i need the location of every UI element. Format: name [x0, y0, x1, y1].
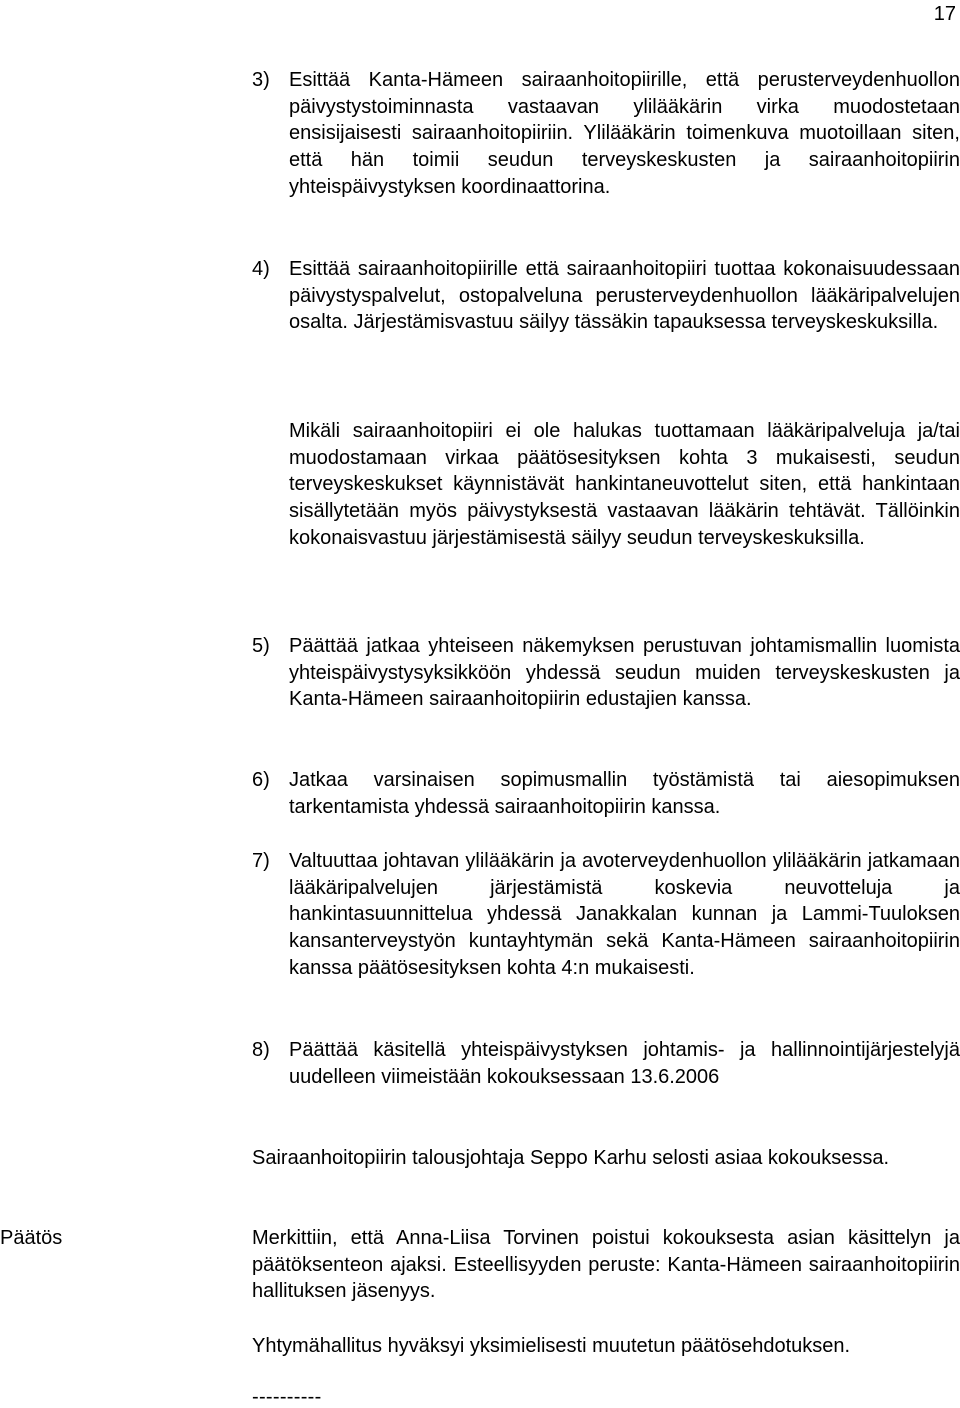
paragraph-text: Sairaanhoitopiirin talousjohtaja Seppo Karhu selosti asiaa kokouksessa. [252, 1147, 890, 1169]
proposal-item-5 [252, 633, 960, 713]
decision-label: Päätös [0, 1227, 63, 1249]
proposal-item-7 [252, 848, 960, 982]
decision-paragraph [252, 1225, 960, 1305]
presentation-paragraph [252, 1145, 960, 1172]
item-text: Päättää jatkaa yhteiseen näkemyksen perustuvan johtamismallin luomista yhteispäivystysyksikköön yhdessä seudun muiden terveyskeskusten ja Kanta-Hämeen sairaanhoitopiirin edustajien kanssa. [289, 635, 960, 711]
item-number: 6) [252, 769, 270, 791]
proposal-item-4 [252, 256, 960, 336]
item-number: 5) [252, 635, 270, 657]
item-number: 7) [252, 850, 270, 872]
item-number: 3) [252, 69, 270, 91]
paragraph-text: Merkittiin, että Anna-Liisa Torvinen poistui kokouksesta asian käsittelyn ja päätöksenteon ajaksi. Esteellisyyden peruste: Kanta-Hämeen sairaanhoitopiirin hallituksen jäsenyys. [252, 1227, 960, 1303]
proposal-item-6 [252, 767, 960, 820]
item-text: Valtuuttaa johtavan ylilääkärin ja avoterveydenhuollon ylilääkärin jatkamaan lääkäripalvelujen järjestämistä koskevia neuvotteluja ja hankintasuunnittelua yhdessä Janakkalan kunnan ja Lammi-Tuuloksen kansanterveystyön kuntayhtymän sekä Kanta-Hämeen sairaanhoitopiirin kanssa päätösesityksen kohta 4:n mukaisesti. [289, 850, 960, 979]
proposal-item-3 [252, 67, 960, 201]
item-text: Jatkaa varsinaisen sopimusmallin työstämistä tai aiesopimuksen tarkentamista yhdessä sairaanhoitopiirin kanssa. [289, 769, 960, 818]
item-4-continuation [252, 418, 960, 552]
item-text: Päättää käsitellä yhteispäivystyksen johtamis- ja hallinnointijärjestelyjä uudelleen viimeistään kokouksessaan 13.6.2006 [289, 1039, 960, 1088]
item-text: Esittää sairaanhoitopiirille että sairaanhoitopiiri tuottaa kokonaisuudessaan päivystyspalvelut, ostopalveluna perusterveydenhuollon lääkäripalvelujen osalta. Järjestämisvastuu säilyy tässäkin tapauksessa terveyskeskuksilla. [289, 258, 960, 334]
proposal-item-8 [252, 1037, 960, 1090]
separator-line: ---------- [252, 1386, 322, 1408]
item-text: Esittää Kanta-Hämeen sairaanhoitopiirille, että perusterveydenhuollon päivystystoiminnasta vastaavan ylilääkärin virka muodostetaan ensisijaisesti sairaanhoitopiiriin. Ylilääkärin toimenkuva muotoillaan siten, että hän toimii seudun terveyskeskusten ja sairaanhoitopiirin yhteispäivystyksen koordinaattorina. [289, 69, 960, 198]
item-number: 8) [252, 1039, 270, 1061]
approval-paragraph [252, 1333, 960, 1360]
page-number: 17 [933, 3, 956, 25]
paragraph-text: Mikäli sairaanhoitopiiri ei ole halukas tuottamaan lääkäripalveluja ja/tai muodostamaan virkaa päätösesityksen kohta 3 mukaisesti, seudun terveyskeskukset käynnistävät hankintaneuvottelut siten, että hankintaan sisällytetään myös päivystyksestä vastaavan lääkärin tehtävät. Tällöinkin kokonaisvastuu järjestämisestä säilyy seudun terveyskeskuksilla. [289, 420, 960, 549]
item-number: 4) [252, 258, 270, 280]
paragraph-text: Yhtymähallitus hyväksyi yksimielisesti muutetun päätösehdotuksen. [252, 1335, 851, 1357]
